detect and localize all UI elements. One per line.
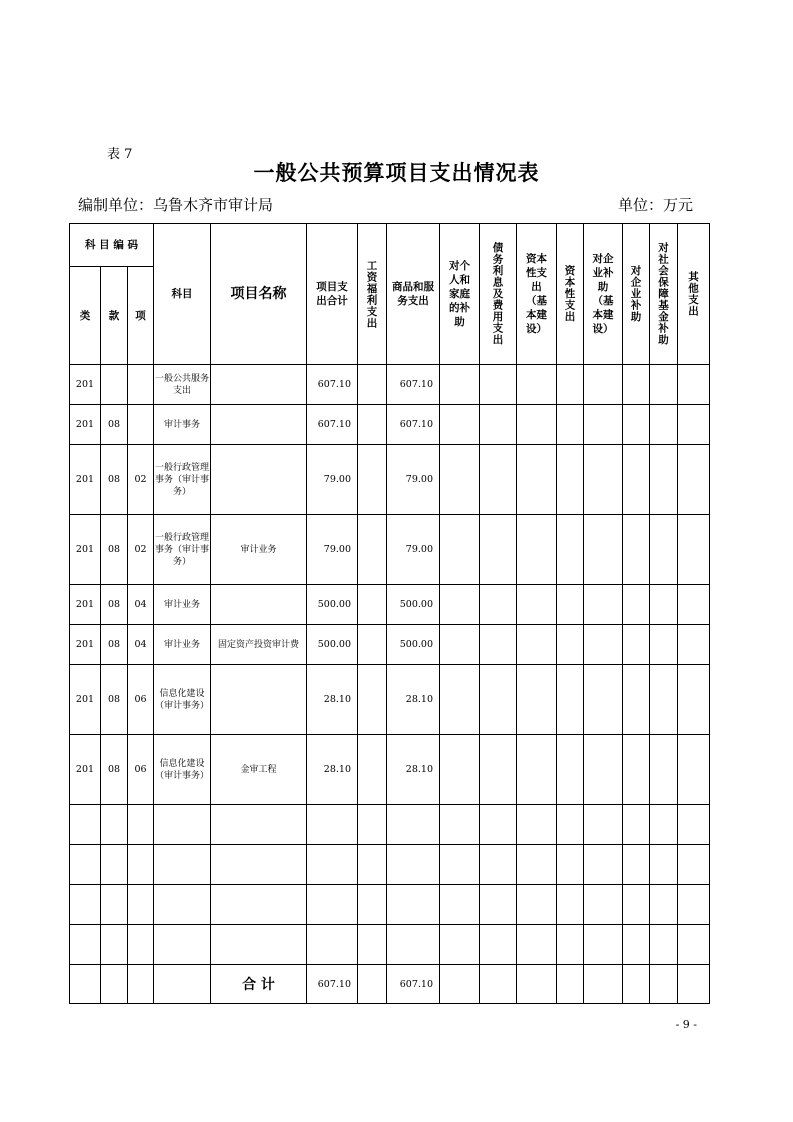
cell-empty	[211, 885, 307, 925]
cell-empty	[678, 405, 710, 445]
cell-empty	[70, 925, 101, 965]
cell-empty	[154, 885, 211, 925]
header-enterprise-build: 对企业补助（基本建设）	[592, 253, 614, 335]
cell-subject: 一般公共服务支出	[154, 365, 211, 405]
cell-empty	[557, 965, 584, 1004]
table-row	[70, 585, 710, 625]
cell-salary	[358, 665, 387, 735]
cell-empty	[623, 885, 650, 925]
cell-empty	[307, 885, 358, 925]
cell-empty	[517, 805, 557, 845]
cell-empty	[584, 885, 623, 925]
cell-empty	[557, 885, 584, 925]
header-subject: 科目	[154, 224, 211, 365]
cell-empty	[678, 885, 710, 925]
header-debt: 债务利息及费用支出	[491, 242, 504, 346]
cell-empty	[623, 515, 650, 585]
cell-empty	[480, 885, 517, 925]
cell-empty	[650, 585, 678, 625]
cell-goods: 500.00	[387, 585, 440, 625]
cell-empty	[440, 845, 480, 885]
cell-goods: 28.10	[387, 665, 440, 735]
cell-empty	[358, 925, 387, 965]
cell-empty	[387, 845, 440, 885]
total-value: 607.10	[307, 965, 358, 1004]
cell-lei: 201	[70, 445, 101, 515]
cell-total: 607.10	[307, 365, 358, 405]
cell-empty	[678, 365, 710, 405]
cell-empty	[70, 845, 101, 885]
cell-empty	[650, 665, 678, 735]
cell-empty	[623, 735, 650, 805]
cell-empty	[387, 805, 440, 845]
header-total: 项目支出合计	[316, 281, 348, 307]
cell-empty	[480, 625, 517, 665]
cell-empty	[557, 445, 584, 515]
cell-subject: 信息化建设（审计事务）	[154, 735, 211, 805]
cell-empty	[440, 625, 480, 665]
cell-empty	[480, 845, 517, 885]
header-kuan: 款	[101, 267, 128, 365]
cell-empty	[584, 365, 623, 405]
blank-row	[70, 805, 710, 845]
cell-empty	[623, 845, 650, 885]
cell-total: 28.10	[307, 665, 358, 735]
cell-xiang	[128, 365, 154, 405]
cell-empty	[440, 665, 480, 735]
cell-empty	[480, 925, 517, 965]
cell-empty	[101, 805, 128, 845]
cell-empty	[557, 585, 584, 625]
cell-lei: 201	[70, 585, 101, 625]
cell-empty	[440, 735, 480, 805]
cell-empty	[517, 845, 557, 885]
cell-empty	[584, 445, 623, 515]
cell-empty	[440, 585, 480, 625]
cell-empty	[307, 925, 358, 965]
header-capital: 资本性支出	[563, 265, 576, 323]
cell-empty	[650, 805, 678, 845]
table-row	[70, 515, 710, 585]
unit-label: 单位：万元	[617, 196, 693, 214]
cell-empty	[440, 445, 480, 515]
cell-empty	[584, 805, 623, 845]
cell-empty	[154, 925, 211, 965]
cell-empty	[517, 625, 557, 665]
cell-empty	[517, 585, 557, 625]
cell-empty	[128, 885, 154, 925]
table-row	[70, 365, 710, 405]
total-goods: 607.10	[387, 965, 440, 1004]
cell-salary	[358, 735, 387, 805]
page-number: - 9 -	[675, 1018, 697, 1031]
cell-lei: 201	[70, 735, 101, 805]
cell-empty	[128, 925, 154, 965]
header-other: 其他支出	[687, 271, 699, 317]
cell-empty	[358, 805, 387, 845]
cell-empty	[650, 445, 678, 515]
header-xiang: 项	[128, 267, 154, 365]
cell-salary	[358, 445, 387, 515]
table-row	[70, 445, 710, 515]
blank-row	[70, 845, 710, 885]
cell-empty	[557, 925, 584, 965]
cell-kuan: 08	[101, 625, 128, 665]
cell-empty	[557, 365, 584, 405]
cell-xiang: 02	[128, 515, 154, 585]
cell-goods: 79.00	[387, 515, 440, 585]
cell-empty	[650, 515, 678, 585]
cell-empty	[650, 405, 678, 445]
cell-empty	[440, 965, 480, 1004]
cell-empty	[584, 735, 623, 805]
cell-kuan: 08	[101, 665, 128, 735]
header-enterprise: 对企业补助	[629, 265, 642, 323]
cell-empty	[307, 805, 358, 845]
cell-empty	[128, 965, 154, 1004]
cell-empty	[557, 515, 584, 585]
cell-empty	[358, 885, 387, 925]
cell-total: 79.00	[307, 445, 358, 515]
cell-xiang	[128, 405, 154, 445]
cell-empty	[678, 805, 710, 845]
cell-empty	[623, 585, 650, 625]
cell-subject: 审计业务	[154, 625, 211, 665]
cell-name: 审计业务	[211, 515, 307, 585]
header-goods: 商品和服务支出	[392, 281, 434, 307]
cell-kuan: 08	[101, 735, 128, 805]
cell-goods: 79.00	[387, 445, 440, 515]
cell-empty	[480, 965, 517, 1004]
cell-lei: 201	[70, 405, 101, 445]
cell-empty	[557, 845, 584, 885]
cell-empty	[128, 805, 154, 845]
cell-xiang: 02	[128, 445, 154, 515]
cell-empty	[480, 665, 517, 735]
cell-empty	[480, 445, 517, 515]
cell-goods: 500.00	[387, 625, 440, 665]
cell-empty	[70, 885, 101, 925]
cell-empty	[623, 965, 650, 1004]
cell-lei: 201	[70, 625, 101, 665]
header-lei: 类	[70, 267, 101, 365]
cell-empty	[70, 805, 101, 845]
table-row	[70, 665, 710, 735]
table-row	[70, 625, 710, 665]
cell-goods: 607.10	[387, 365, 440, 405]
cell-empty	[678, 735, 710, 805]
cell-empty	[557, 665, 584, 735]
cell-empty	[154, 845, 211, 885]
cell-xiang: 06	[128, 735, 154, 805]
cell-empty	[440, 925, 480, 965]
header-personal: 对个人和家庭的补助	[449, 260, 470, 328]
cell-kuan: 08	[101, 585, 128, 625]
cell-subject: 审计业务	[154, 585, 211, 625]
cell-empty	[557, 625, 584, 665]
cell-empty	[650, 965, 678, 1004]
total-row	[70, 965, 710, 1004]
table-label: 表 7	[107, 147, 133, 162]
cell-name	[211, 665, 307, 735]
cell-empty	[517, 925, 557, 965]
cell-empty	[358, 965, 387, 1004]
cell-empty	[678, 585, 710, 625]
cell-empty	[678, 845, 710, 885]
cell-total: 607.10	[307, 405, 358, 445]
header-code: 科 目 编 码	[70, 224, 154, 267]
cell-lei: 201	[70, 515, 101, 585]
cell-empty	[517, 965, 557, 1004]
cell-name	[211, 445, 307, 515]
cell-xiang: 04	[128, 585, 154, 625]
cell-subject: 一般行政管理事务（审计事务）	[154, 445, 211, 515]
cell-empty	[387, 925, 440, 965]
cell-kuan: 08	[101, 405, 128, 445]
cell-empty	[101, 965, 128, 1004]
cell-empty	[517, 445, 557, 515]
cell-empty	[307, 845, 358, 885]
cell-empty	[557, 805, 584, 845]
cell-empty	[480, 585, 517, 625]
cell-empty	[623, 805, 650, 845]
cell-empty	[623, 405, 650, 445]
cell-kuan: 08	[101, 515, 128, 585]
cell-empty	[650, 885, 678, 925]
page-title: 一般公共预算项目支出情况表	[253, 161, 540, 185]
cell-subject: 审计事务	[154, 405, 211, 445]
cell-empty	[557, 405, 584, 445]
cell-empty	[678, 665, 710, 735]
cell-xiang: 04	[128, 625, 154, 665]
cell-empty	[440, 405, 480, 445]
cell-empty	[650, 845, 678, 885]
cell-empty	[440, 515, 480, 585]
cell-empty	[128, 845, 154, 885]
cell-subject: 一般行政管理事务（审计事务）	[154, 515, 211, 585]
cell-xiang: 06	[128, 665, 154, 735]
cell-total: 28.10	[307, 735, 358, 805]
cell-empty	[584, 965, 623, 1004]
org-label: 编制单位：乌鲁木齐市审计局	[78, 196, 274, 214]
cell-empty	[70, 965, 101, 1004]
cell-empty	[584, 585, 623, 625]
cell-salary	[358, 515, 387, 585]
cell-name: 固定资产投资审计费	[211, 625, 307, 665]
cell-empty	[678, 625, 710, 665]
cell-empty	[154, 805, 211, 845]
cell-empty	[480, 805, 517, 845]
cell-total: 79.00	[307, 515, 358, 585]
cell-empty	[623, 665, 650, 735]
cell-empty	[440, 885, 480, 925]
cell-empty	[678, 445, 710, 515]
cell-empty	[678, 515, 710, 585]
cell-empty	[584, 925, 623, 965]
cell-empty	[154, 965, 211, 1004]
header-salary: 工资福利支出	[365, 259, 378, 329]
cell-salary	[358, 365, 387, 405]
blank-row	[70, 925, 710, 965]
cell-empty	[101, 885, 128, 925]
cell-name	[211, 365, 307, 405]
cell-name	[211, 585, 307, 625]
cell-empty	[517, 735, 557, 805]
cell-empty	[623, 365, 650, 405]
header-capital-build: 资本性支出（基本建设）	[526, 253, 547, 335]
header-social: 对社会保障基金补助	[657, 242, 669, 346]
cell-empty	[623, 625, 650, 665]
cell-empty	[517, 665, 557, 735]
cell-empty	[584, 845, 623, 885]
cell-kuan	[101, 365, 128, 405]
cell-empty	[517, 885, 557, 925]
cell-empty	[211, 845, 307, 885]
cell-empty	[480, 405, 517, 445]
cell-total: 500.00	[307, 585, 358, 625]
cell-empty	[517, 515, 557, 585]
cell-subject: 信息化建设（审计事务）	[154, 665, 211, 735]
cell-empty	[211, 925, 307, 965]
cell-empty	[517, 405, 557, 445]
cell-empty	[584, 625, 623, 665]
cell-empty	[101, 845, 128, 885]
cell-empty	[211, 805, 307, 845]
table-row	[70, 405, 710, 445]
cell-empty	[650, 625, 678, 665]
cell-kuan: 08	[101, 445, 128, 515]
cell-empty	[517, 365, 557, 405]
total-label: 合 计	[211, 965, 307, 1004]
cell-empty	[584, 665, 623, 735]
cell-empty	[584, 405, 623, 445]
cell-empty	[623, 925, 650, 965]
cell-lei: 201	[70, 365, 101, 405]
cell-empty	[623, 445, 650, 515]
cell-goods: 28.10	[387, 735, 440, 805]
cell-name	[211, 405, 307, 445]
cell-empty	[440, 365, 480, 405]
cell-empty	[480, 515, 517, 585]
cell-empty	[584, 515, 623, 585]
cell-goods: 607.10	[387, 405, 440, 445]
cell-empty	[650, 735, 678, 805]
cell-empty	[480, 735, 517, 805]
cell-total: 500.00	[307, 625, 358, 665]
cell-empty	[678, 965, 710, 1004]
cell-empty	[101, 925, 128, 965]
header-name: 项目名称	[211, 224, 307, 365]
cell-salary	[358, 405, 387, 445]
cell-empty	[557, 735, 584, 805]
cell-empty	[678, 925, 710, 965]
cell-salary	[358, 625, 387, 665]
expenditure-table	[69, 223, 710, 1004]
cell-salary	[358, 585, 387, 625]
cell-lei: 201	[70, 665, 101, 735]
cell-empty	[358, 845, 387, 885]
blank-row	[70, 885, 710, 925]
table-row	[70, 735, 710, 805]
cell-empty	[440, 805, 480, 845]
cell-name: 金审工程	[211, 735, 307, 805]
cell-empty	[387, 885, 440, 925]
cell-empty	[650, 925, 678, 965]
cell-empty	[480, 365, 517, 405]
cell-empty	[650, 365, 678, 405]
